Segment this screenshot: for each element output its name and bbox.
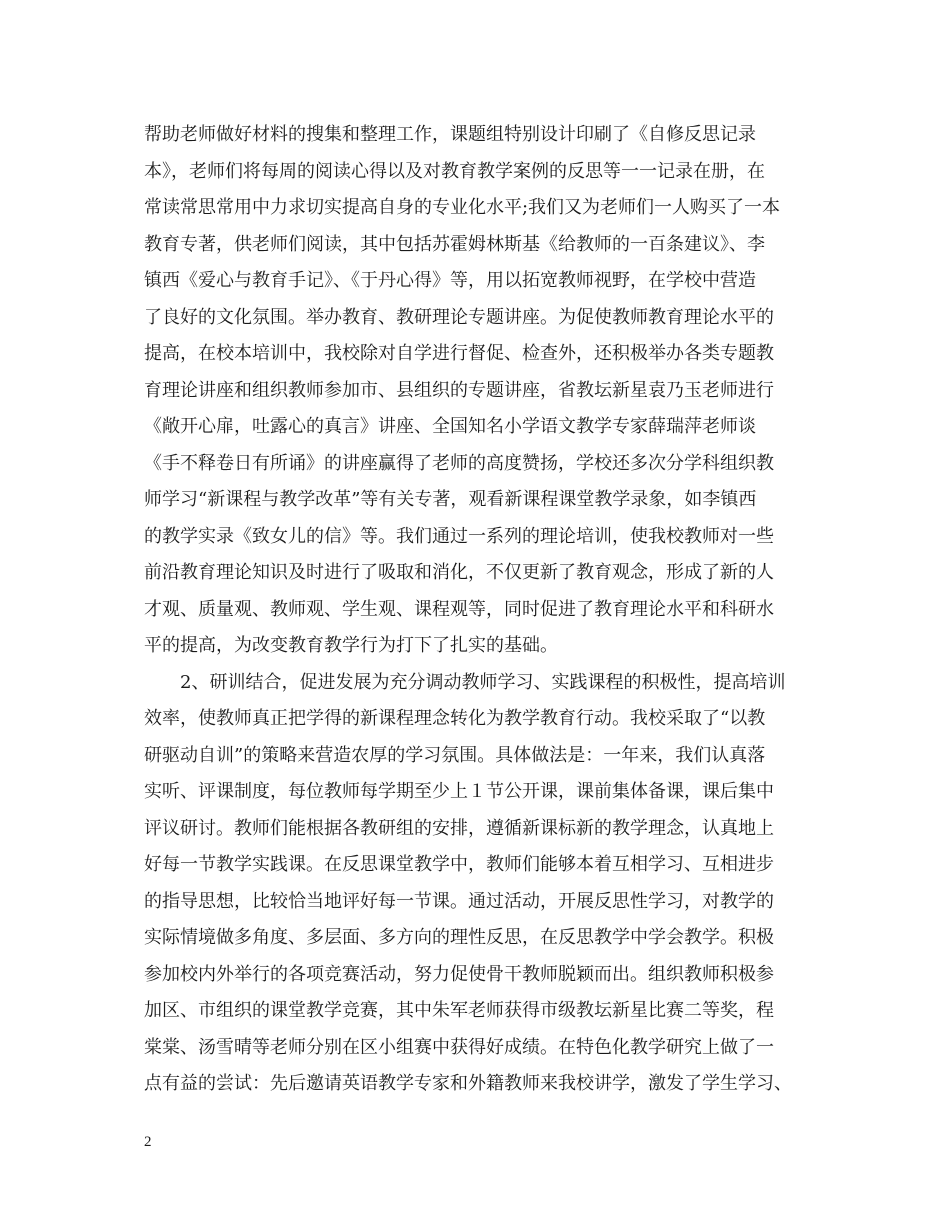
- text-line: 棠棠、汤雪晴等老师分别在区小组赛中获得好成绩。在特色化教学研究上做了一: [144, 1036, 774, 1058]
- page-number: 2: [144, 1134, 152, 1150]
- text-line: 《手不释卷日有所诵》的讲座赢得了老师的高度赞扬，学校还多次分学科组织教: [144, 452, 774, 474]
- text-line: 了良好的文化氛围。举办教育、教研理论专题讲座。为促使教师教育理论水平的: [144, 306, 774, 328]
- text-line: 本》，老师们将每周的阅读心得以及对教育教学案例的反思等一一记录在册，在: [144, 160, 765, 182]
- text-line: 的教学实录《致女儿的信》等。我们通过一系列的理论培训，使我校教师对一些: [144, 525, 774, 547]
- text-line: 点有益的尝试：先后邀请英语教学专家和外籍教师来我校讲学，激发了学生学习、: [144, 1073, 792, 1094]
- text-line: 的指导思想，比较恰当地评好每一节课。通过活动，开展反思性学习，对教学的: [144, 890, 774, 912]
- text-line: 《敞开心扉，吐露心的真言》讲座、全国知名小学语文教学专家薛瑞萍老师谈: [144, 416, 756, 437]
- body-text: [144, 117, 834, 1103]
- text-line: 师学习“新课程与教学改革”等有关专著，观看新课程课堂教学录象，如李镇西: [144, 489, 757, 510]
- text-line: 评议研讨。教师们能根据各教研组的安排，遵循新课标新的教学理念，认真地上: [144, 817, 774, 839]
- text-line: 镇西《爱心与教育手记》、《于丹心得》等，用以拓宽教师视野，在学校中营造: [144, 270, 756, 291]
- text-line: 育理论讲座和组织教师参加市、县组织的专题讲座，省教坛新星袁乃玉老师进行: [144, 379, 774, 401]
- text-line: 教育专著，供老师们阅读，其中包括苏霍姆林斯基《给教师的一百条建议》、李: [144, 233, 765, 255]
- text-line: 参加校内外举行的各项竞赛活动，努力促使骨干教师脱颖而出。组织教师积极参: [144, 963, 774, 985]
- text-line: 实际情境做多角度、多层面、多方向的理性反思，在反思教学中学会教学。积极: [144, 927, 774, 948]
- text-line: 实听、评课制度，每位教师每学期至少上１节公开课，课前集体备课，课后集中: [144, 781, 774, 802]
- text-line: 加区、市组织的课堂教学竞赛，其中朱军老师获得市级教坛新星比赛二等奖，程: [144, 1000, 774, 1021]
- text-line: 才观、质量观、教师观、学生观、课程观等，同时促进了教育理论水平和科研水: [144, 598, 774, 620]
- text-line: 好每一节教学实践课。在反思课堂教学中，教师们能够本着互相学习、互相进步: [144, 854, 774, 875]
- text-line: 平的提高，为改变教育教学行为打下了扎实的基础。: [144, 635, 558, 656]
- paragraph-start-line: 2、研训结合，促进发展为充分调动教师学习、实践课程的积极性，提高培训: [180, 671, 786, 693]
- text-line: 常读常思常用中力求切实提高自身的专业化水平;我们又为老师们一人购买了一本: [144, 197, 781, 218]
- text-line: 前沿教育理论知识及时进行了吸取和消化，不仅更新了教育观念，形成了新的人: [144, 562, 774, 583]
- text-line: 提高，在校本培训中，我校除对自学进行督促、检查外，还积极举办各类专题教: [144, 343, 774, 364]
- text-line: 帮助老师做好材料的搜集和整理工作，课题组特别设计印刷了《自修反思记录: [144, 124, 756, 145]
- text-line: 效率，使教师真正把学得的新课程理念转化为教学教育行动。我校采取了“以教: [144, 708, 766, 729]
- text-line: 研驱动自训”的策略来营造农厚的学习氛围。具体做法是：一年来，我们认真落: [144, 744, 766, 766]
